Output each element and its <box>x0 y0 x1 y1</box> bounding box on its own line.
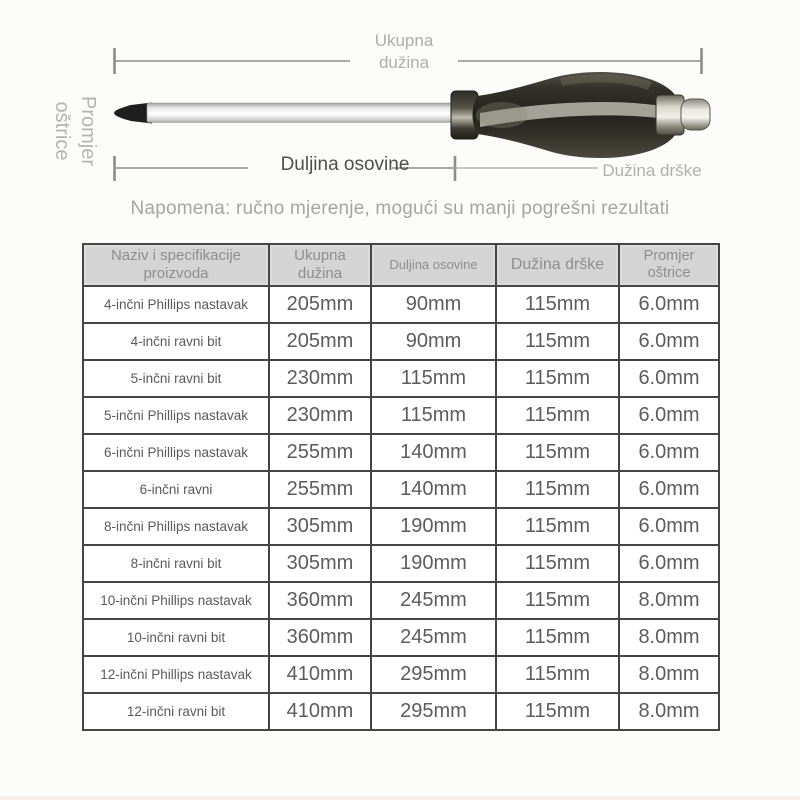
spec-value-cell: 8.0mm <box>619 656 719 693</box>
spec-value-cell: 205mm <box>269 323 371 360</box>
screwdriver-shaft <box>147 103 458 123</box>
spec-value-cell: 115mm <box>496 582 619 619</box>
spec-value-cell: 140mm <box>371 471 496 508</box>
spec-table <box>82 243 720 731</box>
spec-value-cell: 6.0mm <box>619 508 719 545</box>
spec-value-cell: 230mm <box>269 397 371 434</box>
product-name-cell: 12-inčni ravni bit <box>83 693 269 730</box>
spec-value-cell: 305mm <box>269 508 371 545</box>
table-row <box>83 619 719 656</box>
spec-value-cell: 6.0mm <box>619 323 719 360</box>
handle-length-label: Dužina drške <box>602 161 702 180</box>
handle-neck-sheen <box>476 102 528 128</box>
product-name-cell: 6-inčni ravni <box>83 471 269 508</box>
screwdriver-tip <box>114 103 152 124</box>
spec-value-cell: 305mm <box>269 545 371 582</box>
product-name-cell: 8-inčni Phillips nastavak <box>83 508 269 545</box>
spec-value-cell: 115mm <box>496 397 619 434</box>
spec-value-cell: 115mm <box>496 619 619 656</box>
spec-value-cell: 6.0mm <box>619 434 719 471</box>
product-name-cell: 8-inčni ravni bit <box>83 545 269 582</box>
header-product-name: Naziv i specifikacije proizvoda <box>83 244 269 286</box>
table-row <box>83 582 719 619</box>
spec-value-cell: 410mm <box>269 693 371 730</box>
spec-value-cell: 6.0mm <box>619 360 719 397</box>
spec-value-cell: 205mm <box>269 286 371 323</box>
table-row <box>83 397 719 434</box>
spec-value-cell: 6.0mm <box>619 286 719 323</box>
spec-value-cell: 115mm <box>496 360 619 397</box>
spec-value-cell: 8.0mm <box>619 693 719 730</box>
product-name-cell: 10-inčni Phillips nastavak <box>83 582 269 619</box>
spec-table-head <box>83 244 719 286</box>
product-name-cell: 10-inčni ravni bit <box>83 619 269 656</box>
product-name-cell: 5-inčni Phillips nastavak <box>83 397 269 434</box>
screwdriver-end-cap <box>681 99 710 130</box>
spec-value-cell: 245mm <box>371 619 496 656</box>
spec-value-cell: 6.0mm <box>619 397 719 434</box>
table-row <box>83 508 719 545</box>
spec-value-cell: 90mm <box>371 286 496 323</box>
spec-table-body <box>83 286 719 730</box>
spec-value-cell: 115mm <box>371 360 496 397</box>
table-row <box>83 434 719 471</box>
spec-value-cell: 295mm <box>371 656 496 693</box>
product-name-cell: 4-inčni ravni bit <box>83 323 269 360</box>
product-name-cell: 5-inčni ravni bit <box>83 360 269 397</box>
product-name-cell: 4-inčni Phillips nastavak <box>83 286 269 323</box>
table-row <box>83 471 719 508</box>
spec-value-cell: 115mm <box>496 693 619 730</box>
table-row <box>83 286 719 323</box>
spec-value-cell: 295mm <box>371 693 496 730</box>
spec-value-cell: 230mm <box>269 360 371 397</box>
spec-value-cell: 115mm <box>496 434 619 471</box>
header-handle-length: Dužina drške <box>496 244 619 286</box>
spec-value-cell: 115mm <box>496 323 619 360</box>
screwdriver-illustration <box>114 72 710 158</box>
spec-value-cell: 140mm <box>371 434 496 471</box>
spec-value-cell: 190mm <box>371 545 496 582</box>
spec-value-cell: 115mm <box>371 397 496 434</box>
spec-value-cell: 255mm <box>269 434 371 471</box>
spec-value-cell: 115mm <box>496 656 619 693</box>
table-row <box>83 360 719 397</box>
total-length-label: Ukupna dužina <box>374 31 434 72</box>
header-blade-diameter: Promjer oštrice <box>619 244 719 286</box>
spec-value-cell: 90mm <box>371 323 496 360</box>
bottom-accent-strip <box>0 796 800 800</box>
spec-value-cell: 410mm <box>269 656 371 693</box>
spec-value-cell: 115mm <box>496 471 619 508</box>
spec-value-cell: 6.0mm <box>619 471 719 508</box>
header-total-length: Ukupna dužina <box>269 244 371 286</box>
spec-value-cell: 255mm <box>269 471 371 508</box>
spec-value-cell: 190mm <box>371 508 496 545</box>
header-row <box>83 244 719 286</box>
spec-value-cell: 8.0mm <box>619 619 719 656</box>
table-row <box>83 656 719 693</box>
spec-value-cell: 115mm <box>496 286 619 323</box>
spec-value-cell: 6.0mm <box>619 545 719 582</box>
header-shaft-length: Duljina osovine <box>371 244 496 286</box>
screwdriver-cap-nut <box>656 95 684 135</box>
table-row <box>83 545 719 582</box>
product-name-cell: 6-inčni Phillips nastavak <box>83 434 269 471</box>
spec-value-cell: 360mm <box>269 619 371 656</box>
blade-diameter-label: Promjer oštrice <box>51 95 99 166</box>
shaft-length-label: Duljina osovine <box>280 154 410 175</box>
spec-value-cell: 360mm <box>269 582 371 619</box>
spec-value-cell: 8.0mm <box>619 582 719 619</box>
measurement-note: Napomena: ručno mjerenje, mogući su manji pogrešni rezultati <box>130 198 670 219</box>
spec-value-cell: 115mm <box>496 545 619 582</box>
spec-value-cell: 245mm <box>371 582 496 619</box>
table-row <box>83 693 719 730</box>
spec-value-cell: 115mm <box>496 508 619 545</box>
product-name-cell: 12-inčni Phillips nastavak <box>83 656 269 693</box>
table-row <box>83 323 719 360</box>
